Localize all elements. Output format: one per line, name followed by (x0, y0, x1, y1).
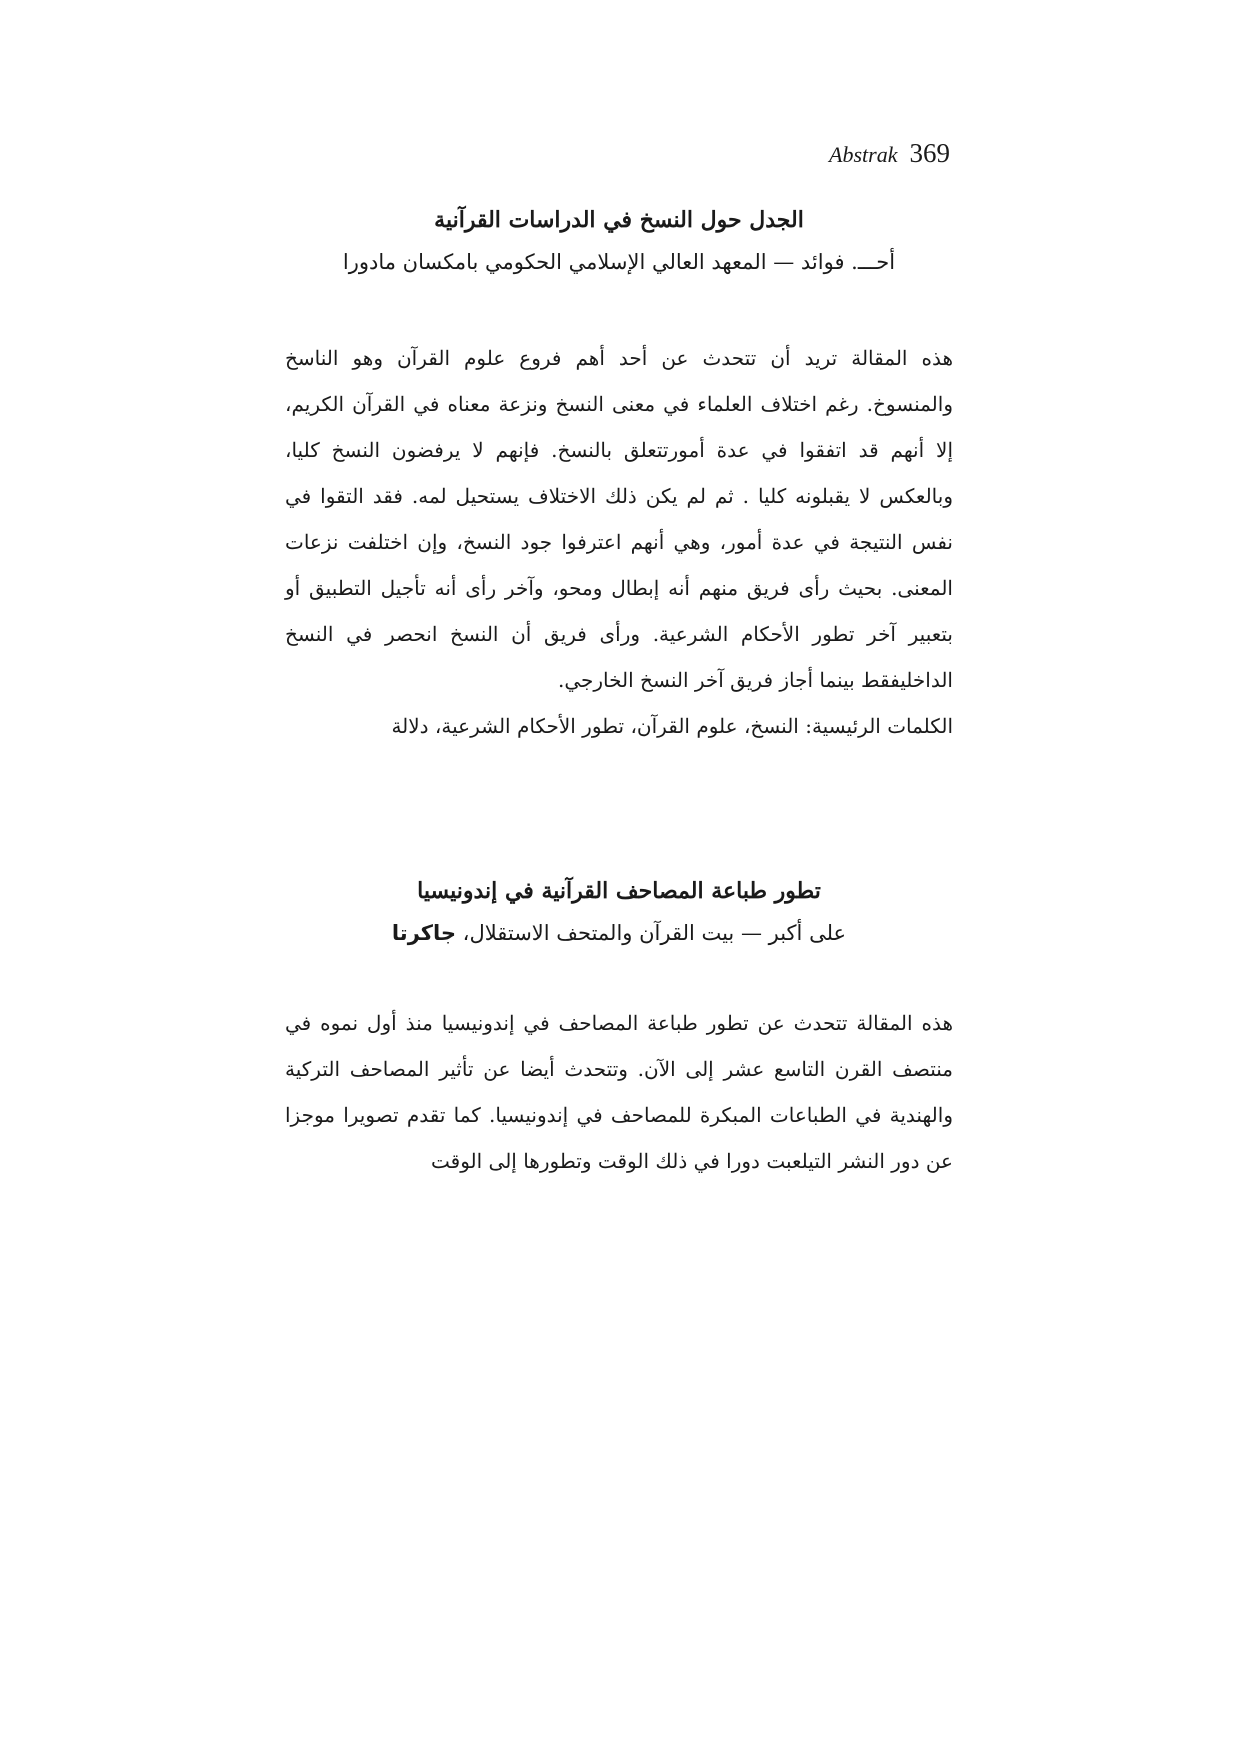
running-head (829, 138, 950, 169)
article-1 (285, 205, 953, 749)
article-author (285, 919, 953, 948)
article-2 (285, 876, 953, 1184)
abstract-text: هذه المقالة تريد أن تتحدث عن أحد أهم فروع علوم القرآن وهو الناسخ والمنسوخ. رغم اختلاف العلماء في معنى النسخ ونزعة معناه في القرآن الكريم، إلا أنهم قد اتفقوا في عدة أمورتتعلق بالنسخ. فإنهم لا يرفضون النسخ كليا، وبالعكس لا يقبلونه كليا . ثم لم يكن ذلك الاختلاف يستحيل لمه. فقد التقوا في نفس النتيجة في عدة أمور، وهي أنهم اعترفوا جود النسخ، وإن اختلفت نزعات المعنى. بحيث رأى فريق منهم أنه إبطال ومحو، وآخر رأى أنه تأجيل التطبيق أو بتعبير آخر تطور الأحكام الشرعية. ورأى فريق أن النسخ انحصر في النسخ الداخليفقط بينما أجاز فريق آخر النسخ الخارجي. (285, 346, 953, 693)
article-author (285, 248, 953, 277)
article-title: الجدل حول النسخ في الدراسات القرآنية (434, 207, 804, 233)
abstract-text: هذه المقالة تتحدث عن تطور طباعة المصاحف في إندونيسيا منذ أول نموه في منتصف القرن التاسع عشر إلى الآن. وتتحدث أيضا عن تأثير المصاحف التركية والهندية في الطباعات المبكرة للمصاحف في إندونيسيا. كما تقدم تصويرا موجزا عن دور النشر التيلعبت دورا في ذلك الوقت وتطورها إلى الوقت (285, 1011, 953, 1174)
author-city: جاكرتا (391, 920, 456, 945)
keywords: الكلمات الرئيسية: النسخ، علوم القرآن، تطور الأحكام الشرعية، دلالة (391, 714, 953, 739)
page-number: 369 (909, 138, 950, 168)
author-affiliation: على أكبر — بيت القرآن والمتحف الاستقلال، (456, 920, 847, 945)
running-head-section: Abstrak (829, 142, 898, 167)
author-affiliation: أحـــ. فوائد — المعهد العالي الإسلامي الحكومي بامكسان مادورا (342, 249, 896, 274)
article-title: تطور طباعة المصاحف القرآنية في إندونيسيا (417, 878, 821, 904)
